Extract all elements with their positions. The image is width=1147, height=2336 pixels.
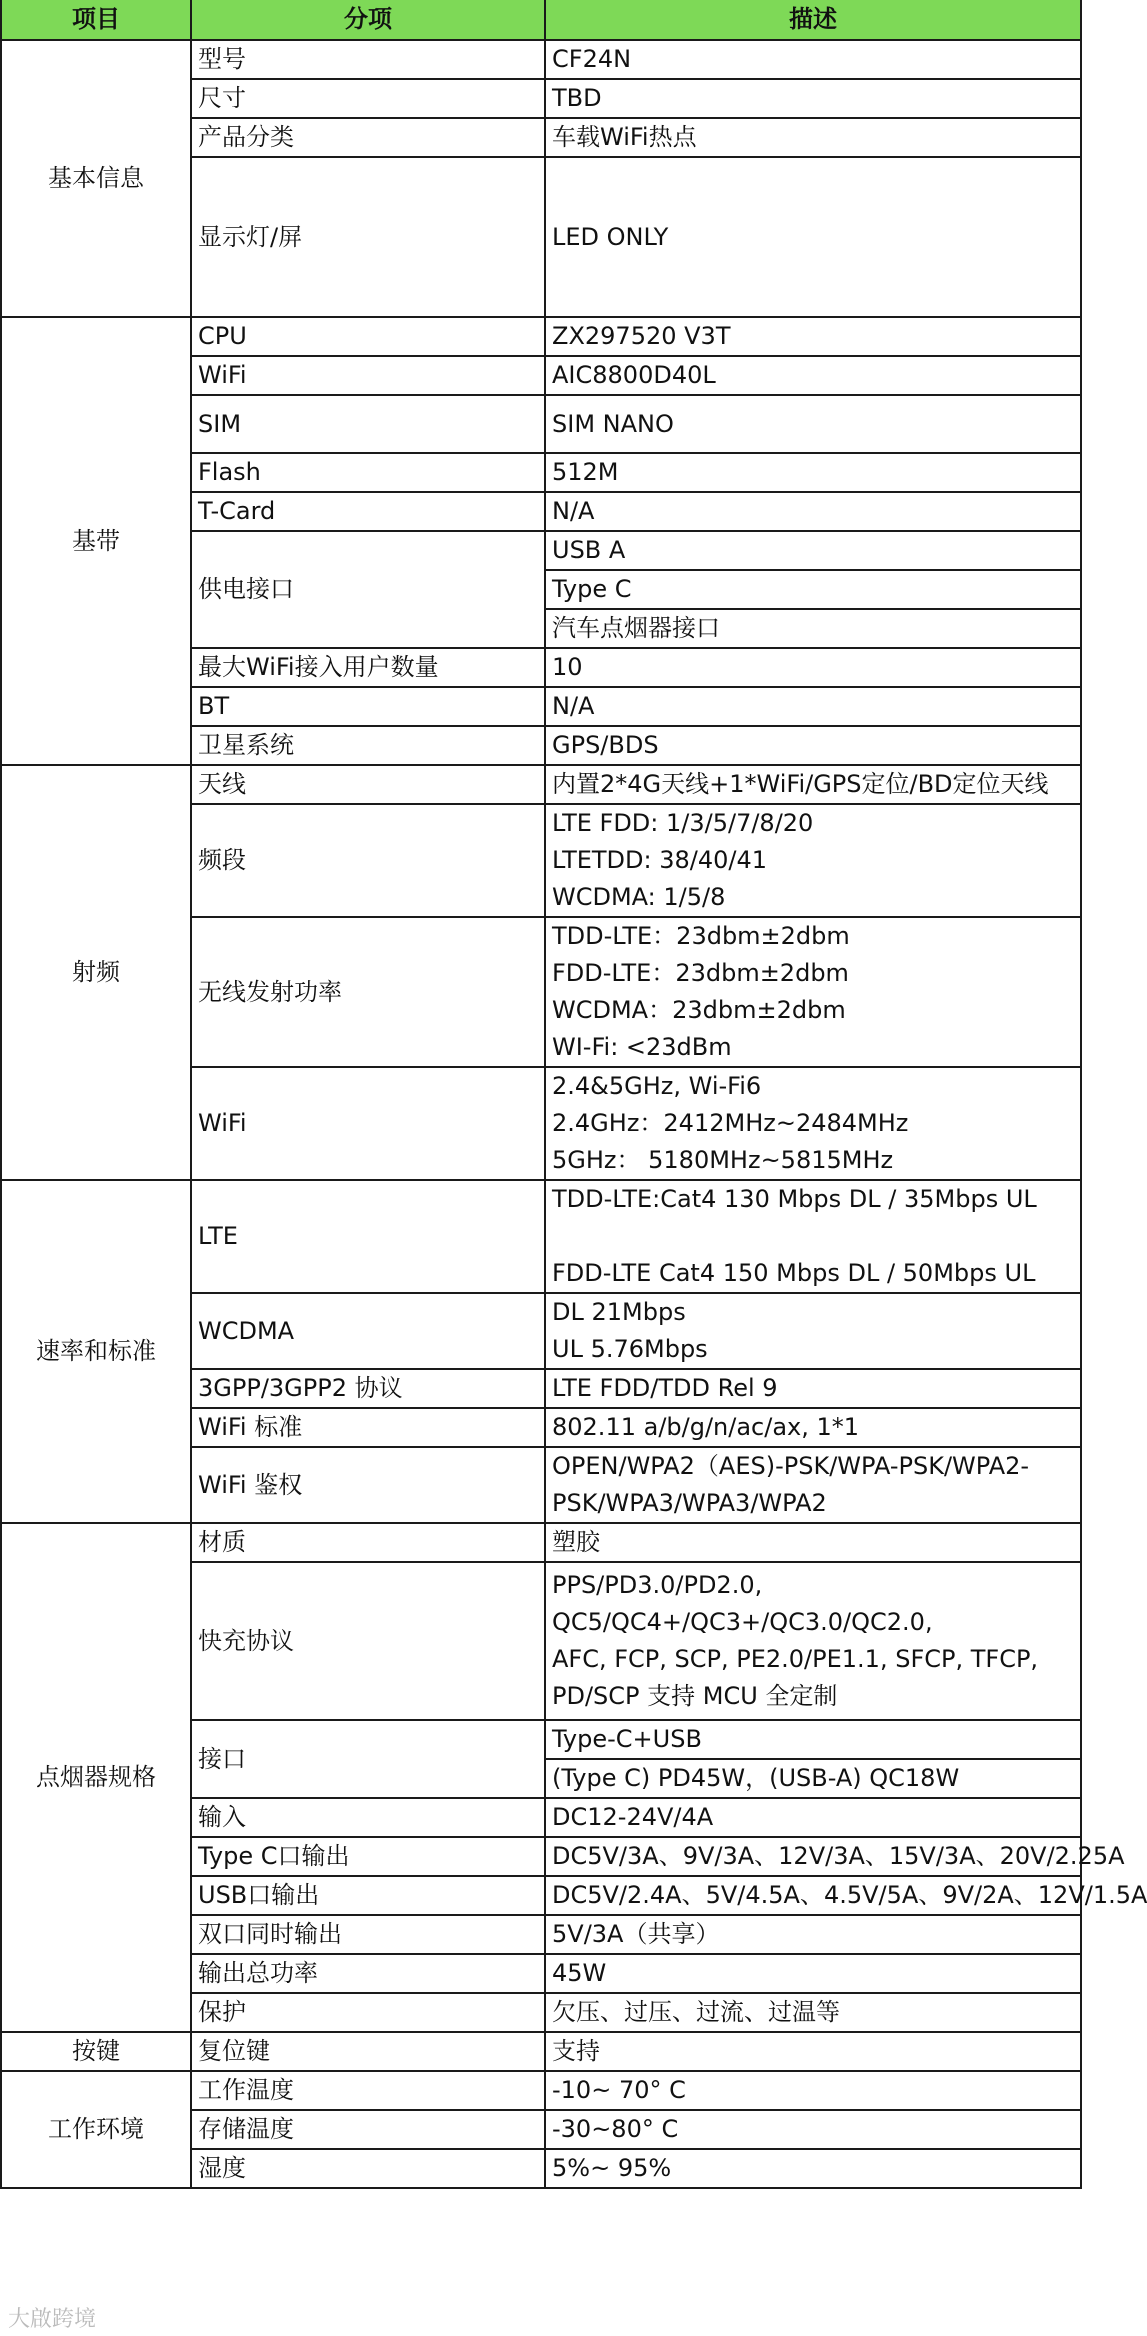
row-value: [545, 1293, 1081, 1369]
category-baseband: 基带: [1, 317, 191, 765]
value-line: DL 21Mbps: [552, 1298, 686, 1326]
row-label: BT: [191, 687, 545, 726]
category-rate: 速率和标准: [1, 1180, 191, 1523]
table-row: [1, 2032, 1081, 2071]
table-row: [1, 1523, 1081, 1562]
row-value: CF24N: [545, 40, 1081, 79]
row-value: GPS/BDS: [545, 726, 1081, 765]
row-label: 卫星系统: [191, 726, 545, 765]
value-line: WI-Fi: <23dBm: [552, 1033, 732, 1061]
row-label: LTE: [191, 1180, 545, 1293]
value-line: OPEN/WPA2（AES)-PSK/WPA-PSK/WPA2-: [552, 1452, 1030, 1480]
row-label: 3GPP/3GPP2 协议: [191, 1369, 545, 1408]
row-label: 天线: [191, 765, 545, 804]
value-line: PD/SCP 支持 MCU 全定制: [552, 1682, 838, 1710]
row-value: SIM NANO: [545, 395, 1081, 453]
row-value: [545, 1562, 1081, 1720]
row-label: T-Card: [191, 492, 545, 531]
row-label: 输入: [191, 1798, 545, 1837]
row-value: -30~80° C: [545, 2110, 1081, 2149]
row-value: N/A: [545, 687, 1081, 726]
value-line: TDD-LTE:Cat4 130 Mbps DL / 35Mbps UL: [552, 1185, 1037, 1213]
row-value: Type C: [545, 570, 1081, 609]
row-label: 接口: [191, 1720, 545, 1798]
row-value: DC12-24V/4A: [545, 1798, 1081, 1837]
row-value: 5V/3A（共享）: [545, 1915, 1081, 1954]
header-row: [1, 0, 1081, 40]
row-label: WCDMA: [191, 1293, 545, 1369]
value-line: UL 5.76Mbps: [552, 1335, 708, 1363]
value-line: PPS/PD3.0/PD2.0,: [552, 1571, 763, 1599]
row-label: 工作温度: [191, 2071, 545, 2110]
value-line: WCDMA: 1/5/8: [552, 883, 726, 911]
category-rf: 射频: [1, 765, 191, 1180]
row-label: SIM: [191, 395, 545, 453]
row-value: 802.11 a/b/g/n/ac/ax, 1*1: [545, 1408, 1081, 1447]
row-label: 湿度: [191, 2149, 545, 2188]
row-label: 存储温度: [191, 2110, 545, 2149]
value-line: 5GHz： 5180MHz~5815MHz: [552, 1146, 894, 1174]
row-value: 5%~ 95%: [545, 2149, 1081, 2188]
value-line: WCDMA：23dbm±2dbm: [552, 996, 846, 1024]
row-value: N/A: [545, 492, 1081, 531]
row-label: 无线发射功率: [191, 917, 545, 1067]
row-label: 最大WiFi接入用户数量: [191, 648, 545, 687]
row-label: WiFi: [191, 1067, 545, 1180]
row-label: Flash: [191, 453, 545, 492]
category-key: 按键: [1, 2032, 191, 2071]
row-label: 供电接口: [191, 531, 545, 648]
row-label: WiFi: [191, 356, 545, 395]
row-value: AIC8800D40L: [545, 356, 1081, 395]
row-label: CPU: [191, 317, 545, 356]
value-line: 2.4GHz：2412MHz~2484MHz: [552, 1109, 909, 1137]
row-label: 显示灯/屏: [191, 157, 545, 317]
row-value: DC5V/3A、9V/3A、12V/3A、15V/3A、20V/2.25A: [545, 1837, 1081, 1876]
category-lighter: 点烟器规格: [1, 1523, 191, 2032]
value-line: 2.4&5GHz, Wi-Fi6: [552, 1072, 762, 1100]
row-label: USB口输出: [191, 1876, 545, 1915]
row-value: LTE FDD/TDD Rel 9: [545, 1369, 1081, 1408]
row-value: [545, 1447, 1081, 1523]
row-value: TBD: [545, 79, 1081, 118]
value-line: TDD-LTE：23dbm±2dbm: [552, 922, 850, 950]
row-label: 尺寸: [191, 79, 545, 118]
category-env: 工作环境: [1, 2071, 191, 2188]
row-label: 材质: [191, 1523, 545, 1562]
row-label: 保护: [191, 1993, 545, 2032]
watermark: 大啟跨境: [8, 2307, 97, 2332]
value-line: [552, 1218, 1076, 1255]
row-label: WiFi 鉴权: [191, 1447, 545, 1523]
table-row: [1, 40, 1081, 79]
row-value: [545, 1067, 1081, 1180]
value-line: FDD-LTE：23dbm±2dbm: [552, 959, 849, 987]
header-item: 项目: [1, 0, 191, 40]
row-label: 双口同时输出: [191, 1915, 545, 1954]
row-value: 汽车点烟器接口: [545, 609, 1081, 648]
table-row: [1, 1180, 1081, 1293]
row-value: -10~ 70° C: [545, 2071, 1081, 2110]
row-label: 输出总功率: [191, 1954, 545, 1993]
row-label: 产品分类: [191, 118, 545, 157]
row-label: WiFi 标准: [191, 1408, 545, 1447]
row-value: Type-C+USB: [545, 1720, 1081, 1759]
row-value: 45W: [545, 1954, 1081, 1993]
value-line: FDD-LTE Cat4 150 Mbps DL / 50Mbps UL: [552, 1259, 1036, 1287]
row-value: 塑胶: [545, 1523, 1081, 1562]
row-label: 型号: [191, 40, 545, 79]
row-value: DC5V/2.4A、5V/4.5A、4.5V/5A、9V/2A、12V/1.5A: [545, 1876, 1081, 1915]
row-value: USB A: [545, 531, 1081, 570]
row-value: 支持: [545, 2032, 1081, 2071]
row-value: [545, 804, 1081, 917]
value-line: AFC, FCP, SCP, PE2.0/PE1.1, SFCP, TFCP,: [552, 1645, 1039, 1673]
value-line: LTE FDD: 1/3/5/7/8/20: [552, 809, 814, 837]
row-value: 10: [545, 648, 1081, 687]
row-value: 车载WiFi热点: [545, 118, 1081, 157]
row-value: [545, 1180, 1081, 1293]
row-value: (Type C) PD45W，(USB-A) QC18W: [545, 1759, 1081, 1798]
row-label: 频段: [191, 804, 545, 917]
value-line: QC5/QC4+/QC3+/QC3.0/QC2.0,: [552, 1608, 933, 1636]
row-label: 复位键: [191, 2032, 545, 2071]
category-basic: 基本信息: [1, 40, 191, 317]
row-value: 512M: [545, 453, 1081, 492]
row-value: [545, 917, 1081, 1067]
header-description: 描述: [545, 0, 1081, 40]
row-label: 快充协议: [191, 1562, 545, 1720]
row-value: 欠压、过压、过流、过温等: [545, 1993, 1081, 2032]
table-row: [1, 317, 1081, 356]
table-row: [1, 2071, 1081, 2110]
value-line: LTETDD: 38/40/41: [552, 846, 768, 874]
table-row: [1, 765, 1081, 804]
value-line: PSK/WPA3/WPA3/WPA2: [552, 1489, 827, 1517]
header-subitem: 分项: [191, 0, 545, 40]
row-label: Type C口输出: [191, 1837, 545, 1876]
row-value: 内置2*4G天线+1*WiFi/GPS定位/BD定位天线: [545, 765, 1081, 804]
row-value: ZX297520 V3T: [545, 317, 1081, 356]
row-value: LED ONLY: [545, 157, 1081, 317]
